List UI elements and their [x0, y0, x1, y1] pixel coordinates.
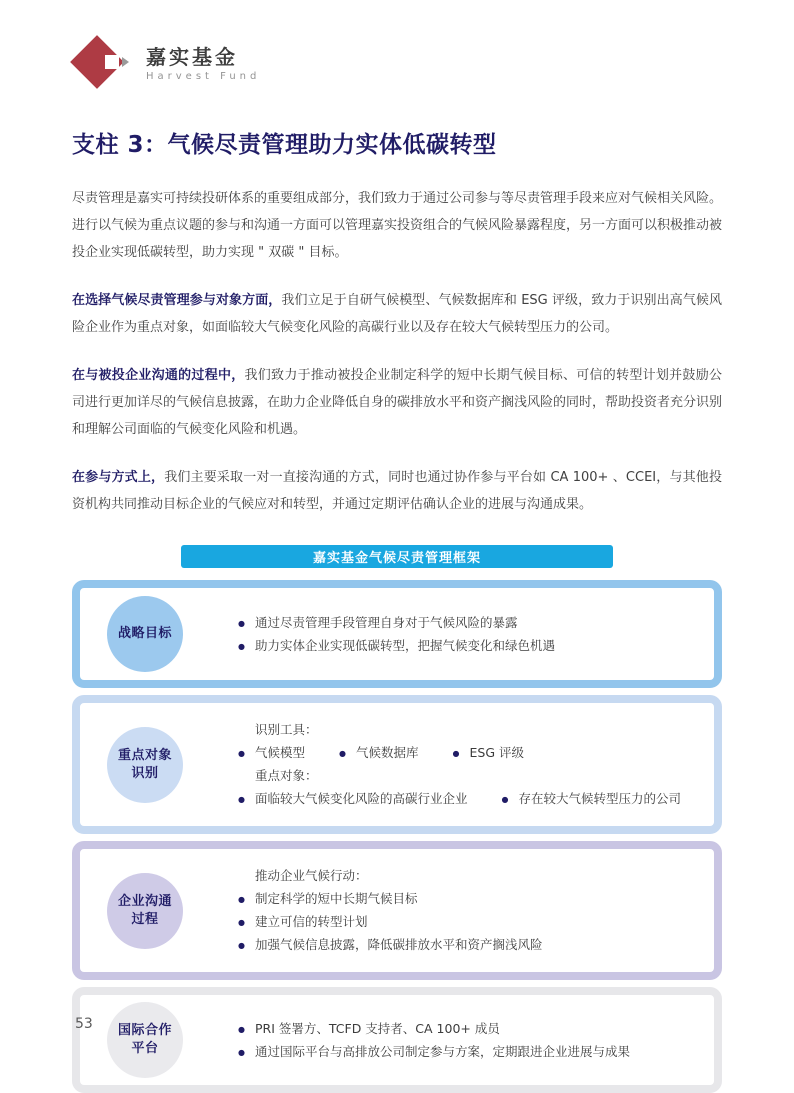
- item-heading: 推动企业气候行动：: [255, 868, 368, 883]
- bullet-item: ● 气候数据库: [339, 743, 419, 763]
- logo-name-chinese: 嘉实基金: [146, 44, 238, 69]
- logo-diamond-icon: [72, 36, 132, 90]
- page-title: 支柱 3：气候尽责管理助力实体低碳转型: [72, 132, 497, 158]
- framework-row-corporate-communication-process: [72, 841, 722, 980]
- logo-arrow-icon: [122, 57, 129, 67]
- page-number: 53: [75, 1016, 93, 1032]
- bullet-item: ● 加强气候信息披露，降低碳排放水平和资产搁浅风险: [238, 935, 696, 955]
- row-label-circle: [107, 727, 183, 803]
- framework-row-international-cooperation-platform: [72, 987, 722, 1093]
- bullet-item: ● 制定科学的短中长期气候目标: [238, 889, 696, 909]
- framework-rows: [72, 580, 722, 1093]
- row-label: 战略目标: [117, 626, 172, 641]
- body-paragraphs: [72, 185, 722, 518]
- bullet-item: ● 存在较大气候转型压力的公司: [502, 789, 682, 809]
- item-heading: 重点对象：: [255, 768, 318, 783]
- row-label: 企业沟通: [117, 893, 172, 909]
- row-label: 过程: [131, 911, 159, 927]
- paragraph-text: 我们主要采取一对一直接沟通的方式，同时也通过协作参与平台如 CA 100+ 、CCEI，与其他投资机构共同推动目标企业的气候应对和转型，并通过定期评估确认企业的进展与沟通成果。: [72, 470, 722, 512]
- logo-name-english: Harvest Fund: [146, 70, 261, 82]
- paragraph: [72, 185, 722, 266]
- bullet-item: ● 助力实体企业实现低碳转型，把握气候变化和绿色机遇: [238, 636, 696, 656]
- row-label-circle: [107, 596, 183, 672]
- bullet-item: ● 面临较大气候变化风险的高碳行业企业: [238, 789, 468, 809]
- bullet-item: ● PRI 签署方、TCFD 支持者、CA 100+ 成员: [238, 1019, 696, 1039]
- row-items: [238, 703, 714, 826]
- framework-row-strategic-goals: [72, 580, 722, 688]
- inline-bullet-row: [238, 789, 696, 809]
- paragraph: [72, 362, 722, 443]
- inline-bullet-row: [238, 743, 696, 763]
- harvest-fund-logo: [72, 34, 722, 92]
- paragraph: [72, 464, 722, 518]
- row-label-circle: [107, 873, 183, 949]
- paragraph-text: 尽责管理是嘉实可持续投研体系的重要组成部分，我们致力于通过公司参与等尽责管理手段来应对气候相关风险。进行以气候为重点议题的参与和沟通一方面可以管理嘉实投资组合的气候风险暴露程度，另一方面可以积极推动被投企业实现低碳转型，助力实现 " 双碳 " 目标。: [72, 191, 723, 260]
- item-heading: 识别工具：: [255, 722, 318, 737]
- row-items: [238, 849, 714, 972]
- row-label: 重点对象: [117, 747, 172, 763]
- bullet-item: ● ESG 评级: [453, 743, 525, 763]
- paragraph-lead: 在与被投企业沟通的过程中，: [72, 368, 245, 383]
- framework-banner: 嘉实基金气候尽责管理框架: [181, 545, 613, 568]
- row-label: 平台: [131, 1041, 159, 1056]
- row-items: [238, 1002, 714, 1079]
- bullet-item: ● 通过尽责管理手段管理自身对于气候风险的暴露: [238, 613, 696, 633]
- paragraph-text: 我们立足于自研气候模型、气候数据库和 ESG 评级，致力于识别出高气候风险企业作为重点对象，如面临较大气候变化风险的高碳行业以及存在较大气候转型压力的公司。: [72, 293, 722, 335]
- bullet-item: ● 气候模型: [238, 743, 305, 763]
- row-items: [238, 596, 714, 673]
- paragraph-lead: 在选择气候尽责管理参与对象方面，: [72, 293, 282, 308]
- paragraph-lead: 在参与方式上，: [72, 470, 165, 485]
- bullet-item: ● 建立可信的转型计划: [238, 912, 696, 932]
- row-label: 国际合作: [117, 1023, 172, 1038]
- row-label-circle: [107, 1002, 183, 1078]
- row-label: 识别: [131, 765, 159, 781]
- bullet-item: ● 通过国际平台与高排放公司制定参与方案，定期跟进企业进展与成果: [238, 1042, 696, 1062]
- paragraph-text: 我们致力于推动被投企业制定科学的短中长期气候目标、可信的转型计划并鼓励公司进行更加详尽的气候信息披露，在助力企业降低自身的碳排放水平和资产搁浅风险的同时，帮助投资者充分识别和理解公司面临的气候变化风险和机遇。: [72, 368, 723, 437]
- framework-row-key-target-identification: [72, 695, 722, 834]
- paragraph: [72, 287, 722, 341]
